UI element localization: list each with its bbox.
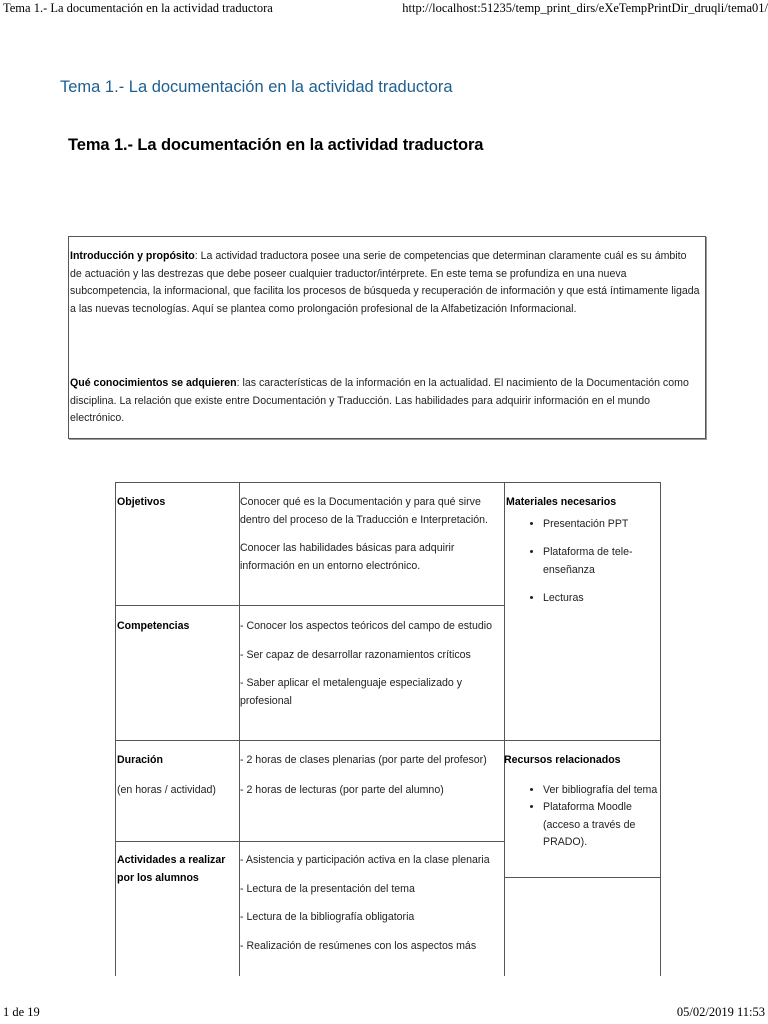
table-divider-row1 — [115, 605, 505, 606]
table-divider-row3 — [115, 841, 505, 842]
print-datetime: 05/02/2019 11:53 — [676, 1005, 765, 1019]
actividades-item: - Lectura de la presentación del tema — [240, 882, 415, 895]
table-border-left — [115, 482, 116, 976]
objetivos-item: Conocer las habilidades básicas para adquirir información en un entorno electrónico. — [240, 542, 455, 572]
actividades-item: - Realización de resúmenes con los aspectos más — [240, 939, 477, 952]
table-divider-row2 — [115, 740, 661, 741]
recursos-item[interactable]: • Plataforma Moodle (acceso a través de PRADO). — [543, 799, 659, 852]
duracion-label: Duración — [117, 754, 163, 766]
header-url[interactable]: http://localhost:51235/temp_print_dirs/eXeTempPrintDir_druqli/tema01/ — [402, 1, 768, 15]
objetivos-content-cell — [240, 494, 502, 586]
print-footer — [0, 1002, 768, 1024]
competencias-item: - Conocer los aspectos teóricos del campo de estudio — [240, 620, 493, 632]
objetivos-item: Conocer qué es la Documentación y para qué sirve dentro del proceso de la Traducción e Interpretación. — [240, 496, 488, 526]
duracion-content-cell — [240, 752, 504, 810]
intro-text: : La actividad traductora posee una serie de competencias que determinan claramente cuál es su ámbito de actuación y las destrezas que debe poseer cualquier traductor/intérprete. En este tema se profundiza en una nueva subcompetencia, la informacional, que facilita los procesos de búsqueda y recuperación de información y que está íntimamente ligada a las nuevas tecnologías. Aquí se plantea como prolongación profesional de la Alfabetización Informacional. — [70, 250, 700, 315]
page-title: Tema 1.- La documentación en la actividad traductora — [68, 136, 484, 154]
site-title: Tema 1.- La documentación en la actividad traductora — [60, 78, 453, 96]
materiales-label: Materiales necesarios — [506, 496, 617, 508]
actividades-label-cell — [117, 852, 237, 887]
page-counter: 1 de 19 — [3, 1005, 40, 1019]
actividades-item: - Lectura de la bibliografía obligatoria — [240, 911, 415, 924]
knowledge-paragraph — [70, 375, 701, 428]
recursos-item[interactable]: • Ver bibliografía del tema — [543, 782, 659, 800]
intro-label: Introducción y propósito — [70, 250, 195, 262]
intro-paragraph — [70, 248, 701, 318]
materiales-item: • Presentación PPT — [543, 516, 659, 534]
recursos-label: Recursos relacionados — [504, 754, 621, 766]
actividades-label: Actividades a realizar por los alumnos — [117, 854, 226, 884]
header-doc-title: Tema 1.- La documentación en la actividad traductora — [3, 1, 273, 15]
table-border-right — [660, 482, 661, 976]
knowledge-label: Qué conocimientos se adquieren — [70, 377, 237, 389]
objetivos-label-cell — [117, 494, 237, 512]
competencias-content-cell — [240, 618, 502, 721]
competencias-label-cell — [117, 618, 237, 636]
duracion-item: - 2 horas de lecturas (por parte del alumno) — [240, 783, 444, 796]
table-divider-col2 — [504, 482, 505, 976]
intro-box — [68, 236, 706, 439]
competencias-item: - Saber aplicar el metalenguaje especializado y profesional — [240, 677, 463, 707]
knowledge-text: : las características de la información en la actualidad. El nacimiento de la Documentación como disciplina. La relación que existe entre Documentación y Traducción. Las habilidades para adquirir información en el mundo electrónico. — [70, 377, 689, 425]
actividades-item: - Asistencia y participación activa en la clase plenaria — [240, 854, 490, 866]
objetivos-label: Objetivos — [117, 496, 166, 508]
duracion-label-cell — [117, 752, 237, 810]
recursos-cell — [506, 752, 659, 852]
competencias-item: - Ser capaz de desarrollar razonamientos críticos — [240, 648, 471, 661]
recursos-list — [506, 782, 659, 852]
duracion-item: - 2 horas de clases plenarias (por parte del profesor) — [240, 754, 487, 766]
materiales-item: • Lecturas — [543, 590, 659, 608]
competencias-label: Competencias — [117, 620, 190, 632]
materiales-cell — [506, 494, 659, 619]
actividades-content-cell — [240, 852, 502, 966]
table-divider-right-bottom — [505, 877, 661, 878]
table-border-top — [115, 482, 661, 483]
materiales-list — [506, 516, 659, 608]
duracion-sublabel: (en horas / actividad) — [117, 783, 216, 796]
materiales-item: • Plataforma de tele-enseñanza — [543, 544, 659, 579]
print-header — [0, 0, 768, 18]
course-info-table — [115, 482, 661, 976]
